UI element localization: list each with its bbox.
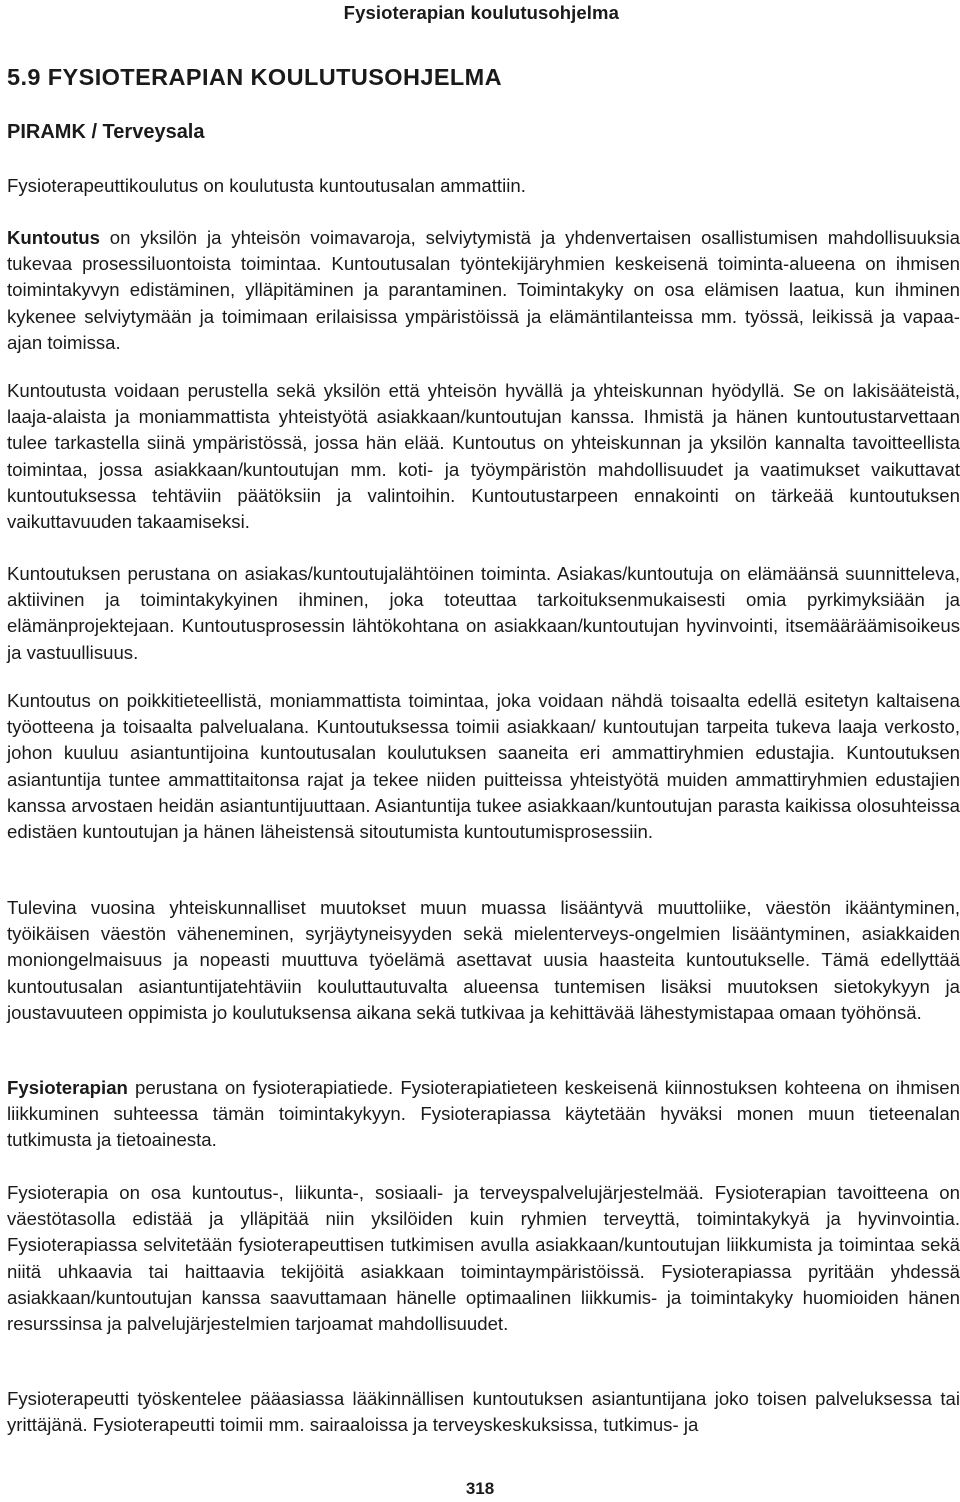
paragraph-text: Kuntoutuksen perustana on asiakas/kuntoutujalähtöinen toiminta. Asiakas/kuntoutuja on elämäänsä suunnitteleva, aktiivinen ja toimintakykyinen ihminen, joka toteuttaa tarkoituksenmukaisesti omia pyrkimyksiään ja elämänprojektejaan. Kuntoutusprosessin lähtökohtana on asiakkaan/kuntoutujan hyvinvointi, itsemääräämisoikeus ja vastuullisuus. xyxy=(7,563,960,663)
paragraph-body: perustana on fysioterapiatiede. Fysioterapiatieteen keskeisenä kiinnostuksen kohteena on ihmisen liikkuminen suhteessa tämän toimintakykyyn. Fysioterapiassa käytetään hyväksi monen muun tieteenalan tutkimusta ja tietoainesta. xyxy=(7,1077,960,1151)
page-number: 318 xyxy=(465,1479,495,1498)
paragraph xyxy=(7,688,960,845)
intro-paragraph xyxy=(7,173,960,199)
paragraph-kuntoutus xyxy=(7,225,960,356)
paragraph-text: Tulevina vuosina yhteiskunnalliset muutokset muun muassa lisääntyvä muuttoliike, väestön ikääntyminen, työikäisen väestön väheneminen, syrjäytyneisyyden sekä mielenterveys-ongelmien lisääntyminen, asiakkaiden moniongelmaisuus ja nopeasti muuttuva työelämä asettavat uusia haasteita kuntoutukselle. Tämä edellyttää kuntoutusalan asiantuntijatehtäviin kouluttautuvalta alueensa tuntemisen lisäksi muutoksen sietokykyyn ja joustavuuteen oppimista jo koulutuksensa aikana sekä tutkivaa ja kehittävää lähestymistapaa omaan työhönsä. xyxy=(7,897,960,1023)
paragraph-lead-fysioterapian: Fysioterapian xyxy=(7,1077,128,1098)
running-header: Fysioterapian koulutusohjelma xyxy=(343,2,619,23)
paragraph-fysioterapian xyxy=(7,1075,960,1154)
paragraph-body: on yksilön ja yhteisön voimavaroja, selviytymistä ja yhdenvertaisen osallistumisen mahdollisuuksia tukevaa prosessiluontoista toimintaa. Kuntoutusalan työntekijäryhmien keskeisenä toiminta-alueena on ihmisen toimintakyvyn edistäminen, ylläpitäminen ja parantaminen. Toimintakyky on osa elämisen laatua, kun ihminen kykenee selviytymään ja toimimaan erilaisissa ympäristöissä ja elämäntilanteissa mm. työssä, leikissä ja vapaa-ajan toimissa. xyxy=(7,227,960,353)
paragraph xyxy=(7,1180,960,1337)
paragraph xyxy=(7,895,960,1026)
intro-text: Fysioterapeuttikoulutus on koulutusta kuntoutusalan ammattiin. xyxy=(7,175,526,196)
paragraph xyxy=(7,378,960,535)
paragraph-text: Fysioterapia on osa kuntoutus-, liikunta-, sosiaali- ja terveyspalvelujärjestelmää. Fysioterapian tavoitteena on väestötasolla edistää ja ylläpitää niin yksilöiden kuin ryhmien terveyttä, toimintakykyä ja hyvinvointia. Fysioterapiassa selvitetään fysioterapeuttisen tutkimisen avulla asiakkaan/kuntoutujan liikkumista ja toimintaa sekä niitä uhkaavia tai haittaavia tekijöitä asiakkaan toimintaympäristöissä. Fysioterapiassa pyritään yhdessä asiakkaan/kuntoutujan kanssa saavuttamaan hänelle optimaalinen liikkumis- ja toimintakyky huomioiden hänen resurssinsa ja palvelujärjestelmien tarjoamat mahdollisuudet. xyxy=(7,1182,960,1335)
paragraph-text: Kuntoutusta voidaan perustella sekä yksilön että yhteisön hyvällä ja yhteiskunnan hyödyllä. Se on lakisääteistä, laaja-alaista ja moniammattista yhteistyötä asiakkaan/kuntoutujan kanssa. Ihmistä ja hänen kuntoutustarvettaan tulee tarkastella siinä ympäristössä, jossa hän elää. Kuntoutus on yhteiskunnan ja yksilön kannalta tavoitteellista toimintaa, jossa asiakkaan/kuntoutujan mm. koti- ja työympäristön mahdollisuudet ja vaatimukset vaikuttavat kuntoutuksessa tehtäviin päätöksiin ja valintoihin. Kuntoutustarpeen ennakointi on tärkeää kuntoutuksen vaikuttavuuden takaamiseksi. xyxy=(7,380,960,533)
paragraph-text: Kuntoutus on poikkitieteellistä, moniammattista toimintaa, joka voidaan nähdä toisaalta edellä esitetyn kaltaisena työotteena ja toisaalta palvelualana. Kuntoutuksessa toimii asiakkaan/ kuntoutujan tarpeita tukeva laaja verkosto, johon kuuluu asiantuntijoina kuntoutusalan koulutuksen saaneita eri ammattiryhmien edustajia. Kuntoutuksen asiantuntija tuntee ammattitaitonsa rajat ja tekee niiden puitteissa yhteistyötä muiden ammattiryhmien edustajien kanssa arvostaen heidän asiantuntijuuttaan. Asiantuntija tukee asiakkaan/kuntoutujan parasta kaikissa olosuhteissa edistäen kuntoutujan ja hänen läheistensä sitoutumista kuntoutumisprosessiin. xyxy=(7,690,960,843)
paragraph-lead-kuntoutus: Kuntoutus xyxy=(7,227,100,248)
unit-subtitle: PIRAMK / Terveysala xyxy=(7,121,205,143)
paragraph xyxy=(7,1386,960,1438)
section-title: 5.9 FYSIOTERAPIAN KOULUTUSOHJELMA xyxy=(7,64,502,90)
paragraph-text: Fysioterapeutti työskentelee pääasiassa lääkinnällisen kuntoutuksen asiantuntijana joko toisen palveluksessa tai yrittäjänä. Fysioterapeutti toimii mm. sairaaloissa ja terveyskeskuksissa, tutkimus- ja xyxy=(7,1388,960,1436)
paragraph xyxy=(7,561,960,666)
